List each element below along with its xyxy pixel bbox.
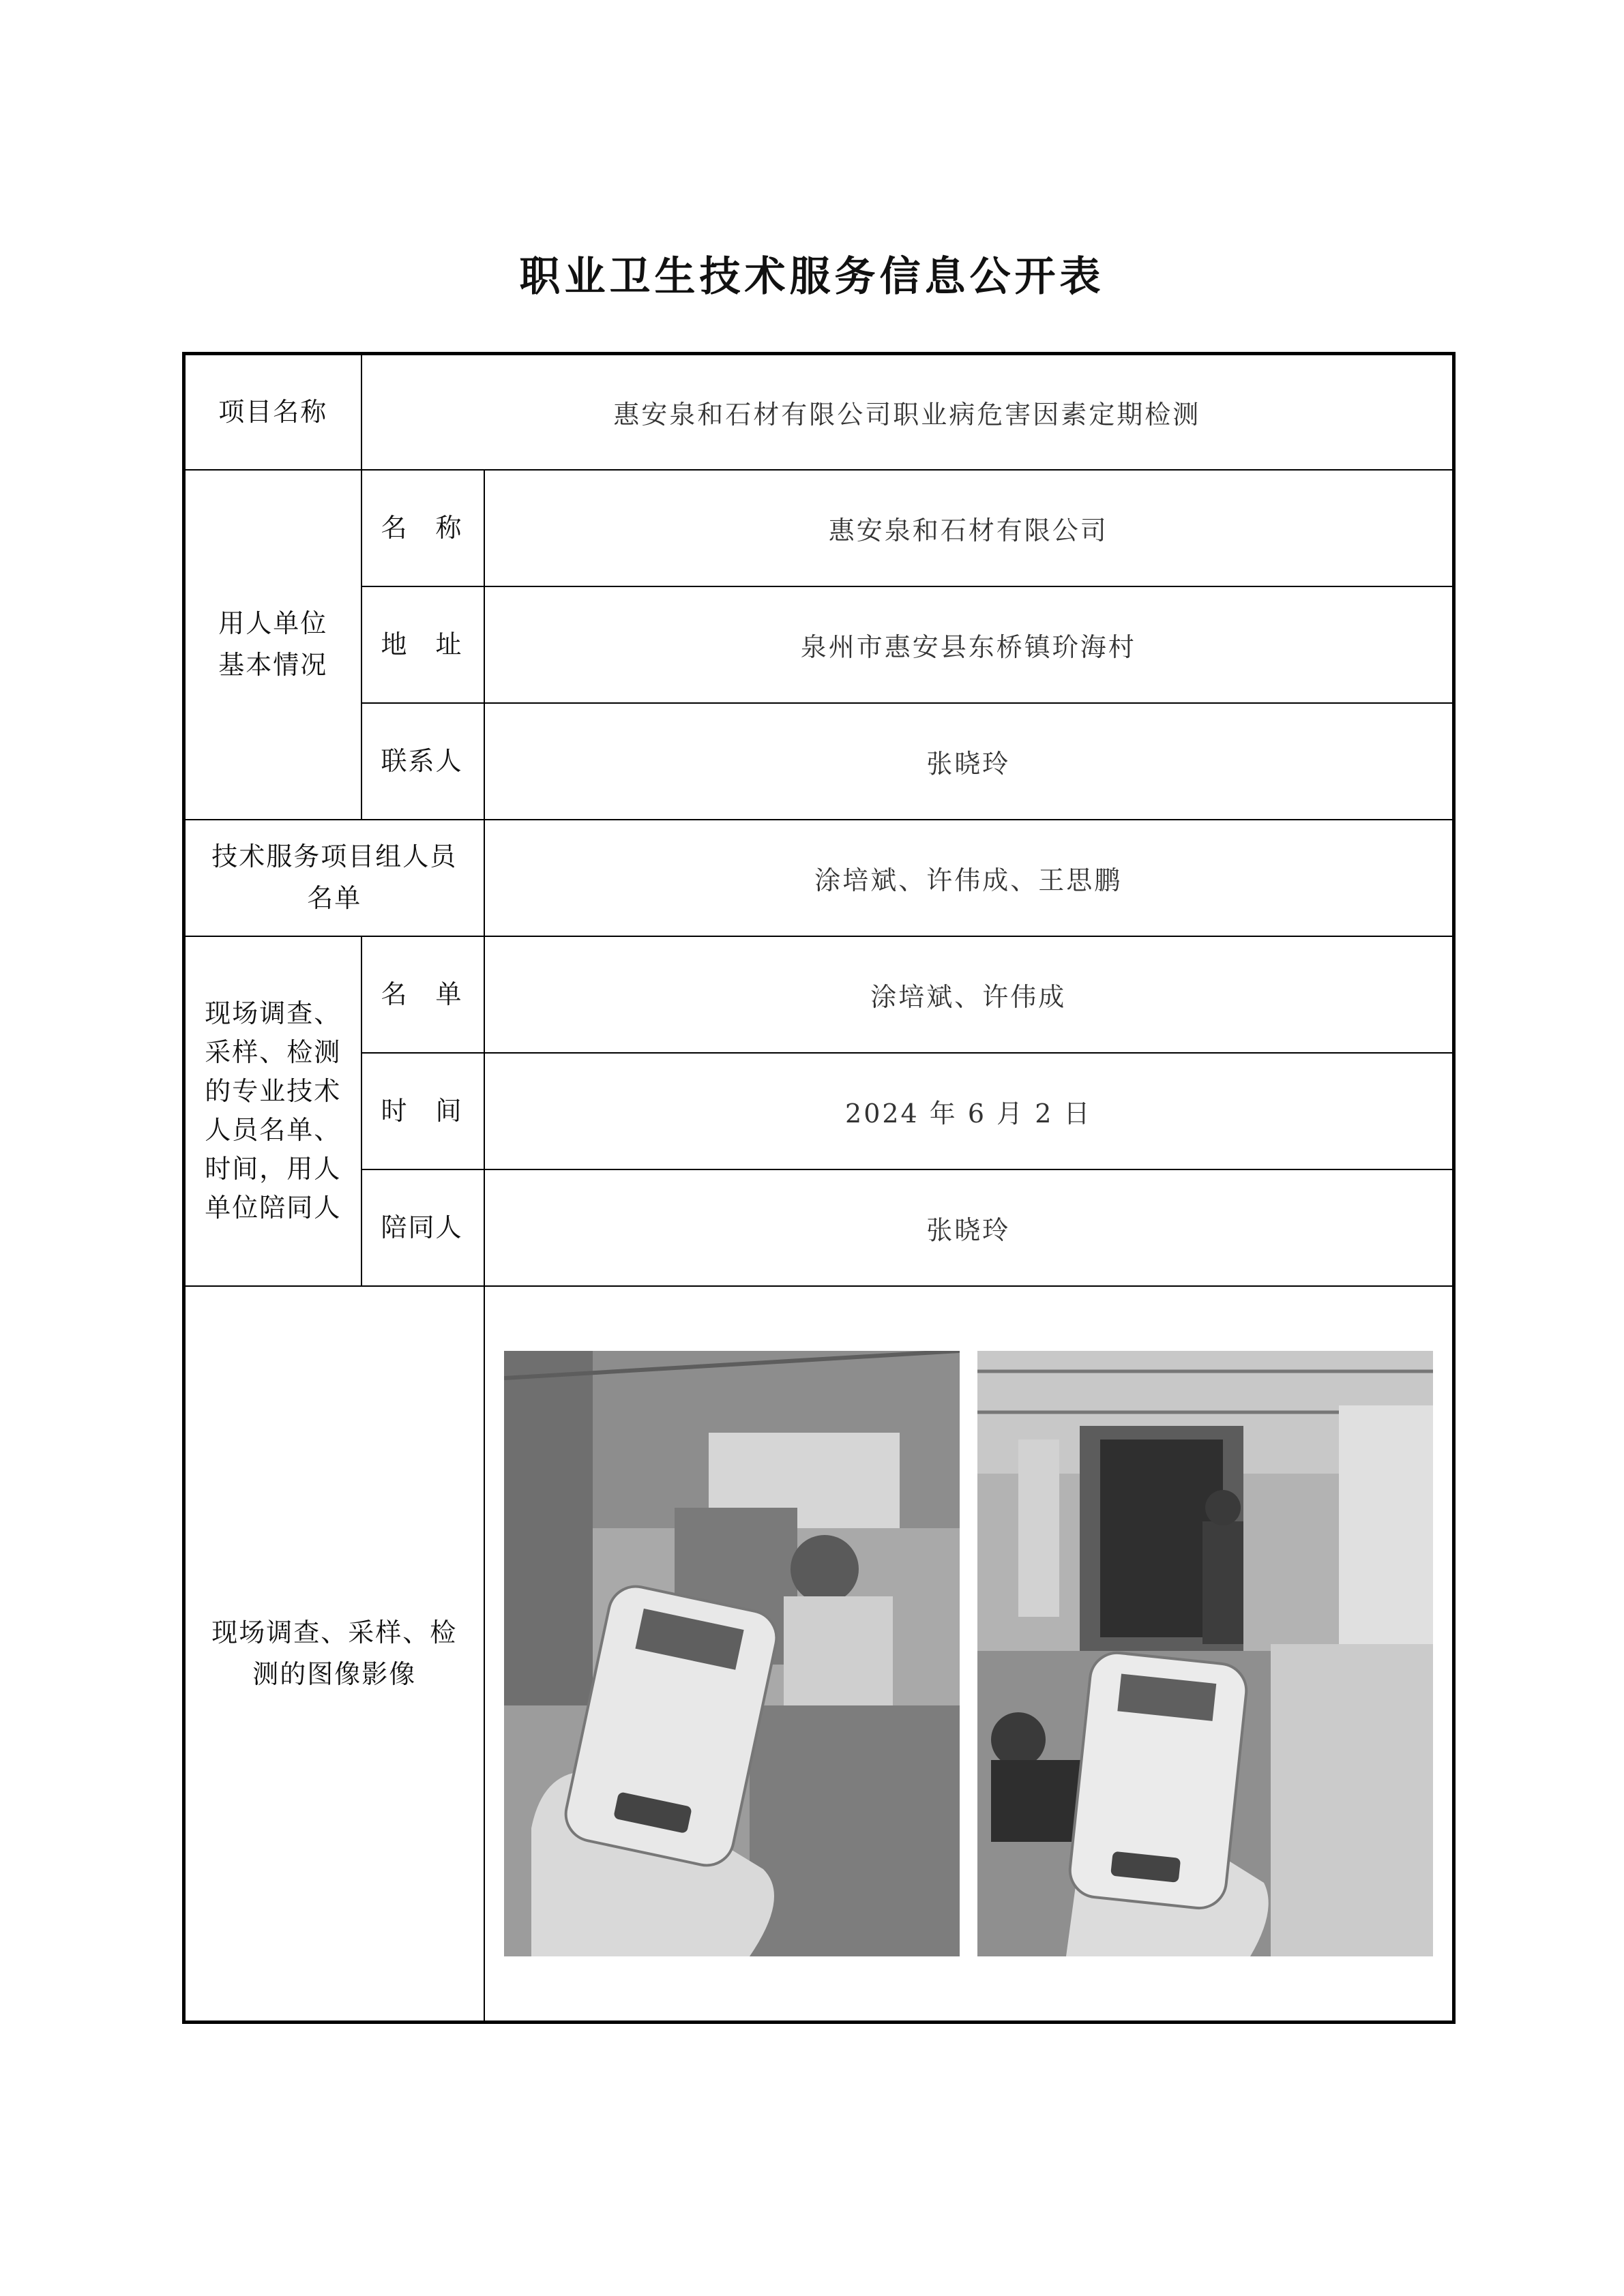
employer-label: [184, 470, 361, 820]
project-value: 惠安泉和石材有限公司职业病危害因素定期检测: [361, 354, 1454, 470]
survey-companion-value: 张晓玲: [484, 1169, 1454, 1286]
survey-time-row: [184, 1053, 1454, 1169]
survey-time-value: 2024 年 6 月 2 日: [484, 1053, 1454, 1169]
survey-label-line: 单位陪同人: [205, 1193, 342, 1223]
employer-address-row: [184, 586, 1454, 703]
employer-name-label: 名 称: [361, 470, 484, 586]
survey-companion-label: 陪同人: [361, 1169, 484, 1286]
images-label-line2: 测的图像影像: [252, 1658, 417, 1689]
site-photo-1: [504, 1351, 960, 1956]
team-label-line2: 名单: [307, 883, 362, 913]
survey-list-value: 涂培斌、许伟成: [484, 936, 1454, 1053]
survey-label-line: 采样、检测: [205, 1037, 342, 1067]
info-table: [182, 352, 1456, 2024]
employer-contact-row: [184, 703, 1454, 820]
team-label-line1: 技术服务项目组人员: [211, 841, 458, 872]
site-photo-2-image: [977, 1351, 1433, 1956]
survey-companion-row: [184, 1169, 1454, 1286]
photo-gallery: [485, 1351, 1453, 1956]
employer-label-line1: 用人单位: [218, 608, 328, 639]
survey-label: [184, 936, 361, 1286]
images-cell: [484, 1286, 1454, 2023]
employer-contact-value: 张晓玲: [484, 703, 1454, 820]
images-label: [184, 1286, 484, 2023]
page-title: 职业卫生技术服务信息公开表: [519, 253, 1105, 301]
images-row: [184, 1286, 1454, 2023]
survey-label-line: 时间，用人: [205, 1154, 342, 1184]
team-value: 涂培斌、许伟成、王思鹏: [484, 820, 1454, 936]
employer-label-line2: 基本情况: [218, 650, 328, 680]
survey-label-line: 现场调查、: [205, 998, 342, 1028]
employer-contact-label: 联系人: [361, 703, 484, 820]
team-row: [184, 820, 1454, 936]
images-label-line1: 现场调查、采样、检: [211, 1617, 458, 1648]
survey-label-line: 人员名单、: [205, 1115, 342, 1145]
employer-address-value: 泉州市惠安县东桥镇玠海村: [484, 586, 1454, 703]
site-photo-1-image: [504, 1351, 960, 1956]
employer-name-value: 惠安泉和石材有限公司: [484, 470, 1454, 586]
site-photo-2: [977, 1351, 1433, 1956]
survey-label-line: 的专业技术: [205, 1076, 342, 1106]
employer-address-label: 地 址: [361, 586, 484, 703]
project-label: 项目名称: [184, 354, 361, 470]
project-row: [184, 354, 1454, 470]
survey-time-label: 时 间: [361, 1053, 484, 1169]
survey-list-label: 名 单: [361, 936, 484, 1053]
employer-name-row: [184, 470, 1454, 586]
team-label: [184, 820, 484, 936]
survey-list-row: [184, 936, 1454, 1053]
